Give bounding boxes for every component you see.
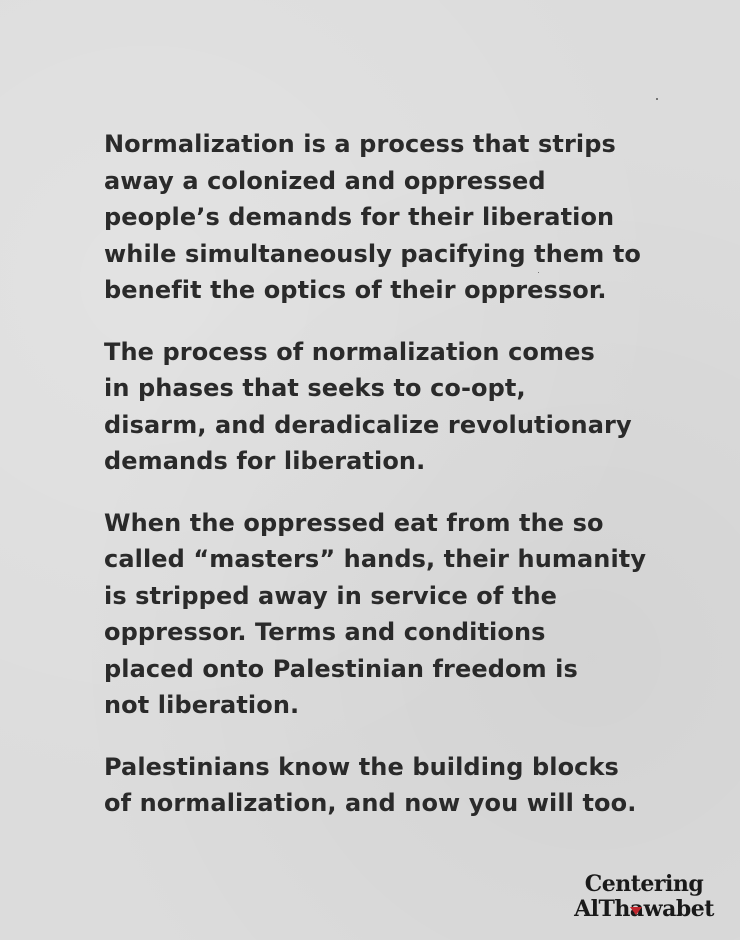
logo-line-2: AlThawabet <box>574 896 714 922</box>
paragraph-1: Normalization is a process that strips away a colonized and oppressed people’s demands for their liberation while simultaneously pacifying them to benefit the optics of their oppressor. <box>104 130 642 304</box>
paper-speck <box>656 98 658 100</box>
document-body <box>104 126 704 847</box>
logo-line-2-wrap <box>564 897 724 922</box>
paper-speck <box>538 272 539 273</box>
paragraph-2: The process of normalization comes in phases that seeks to co-opt, disarm, and deradicalize revolutionary demands for liberation. <box>104 337 632 475</box>
brand-logo <box>564 872 724 922</box>
red-triangle-icon <box>630 907 642 915</box>
paragraph-4: Palestinians know the building blocks of normalization, and now you will too. <box>104 752 637 817</box>
logo-line-1: Centering <box>584 871 704 897</box>
paragraph-3: When the oppressed eat from the so called “masters” hands, their humanity is stripped away in service of the oppressor. Terms and conditions placed onto Palestinian freedom is not liberation. <box>104 508 647 719</box>
